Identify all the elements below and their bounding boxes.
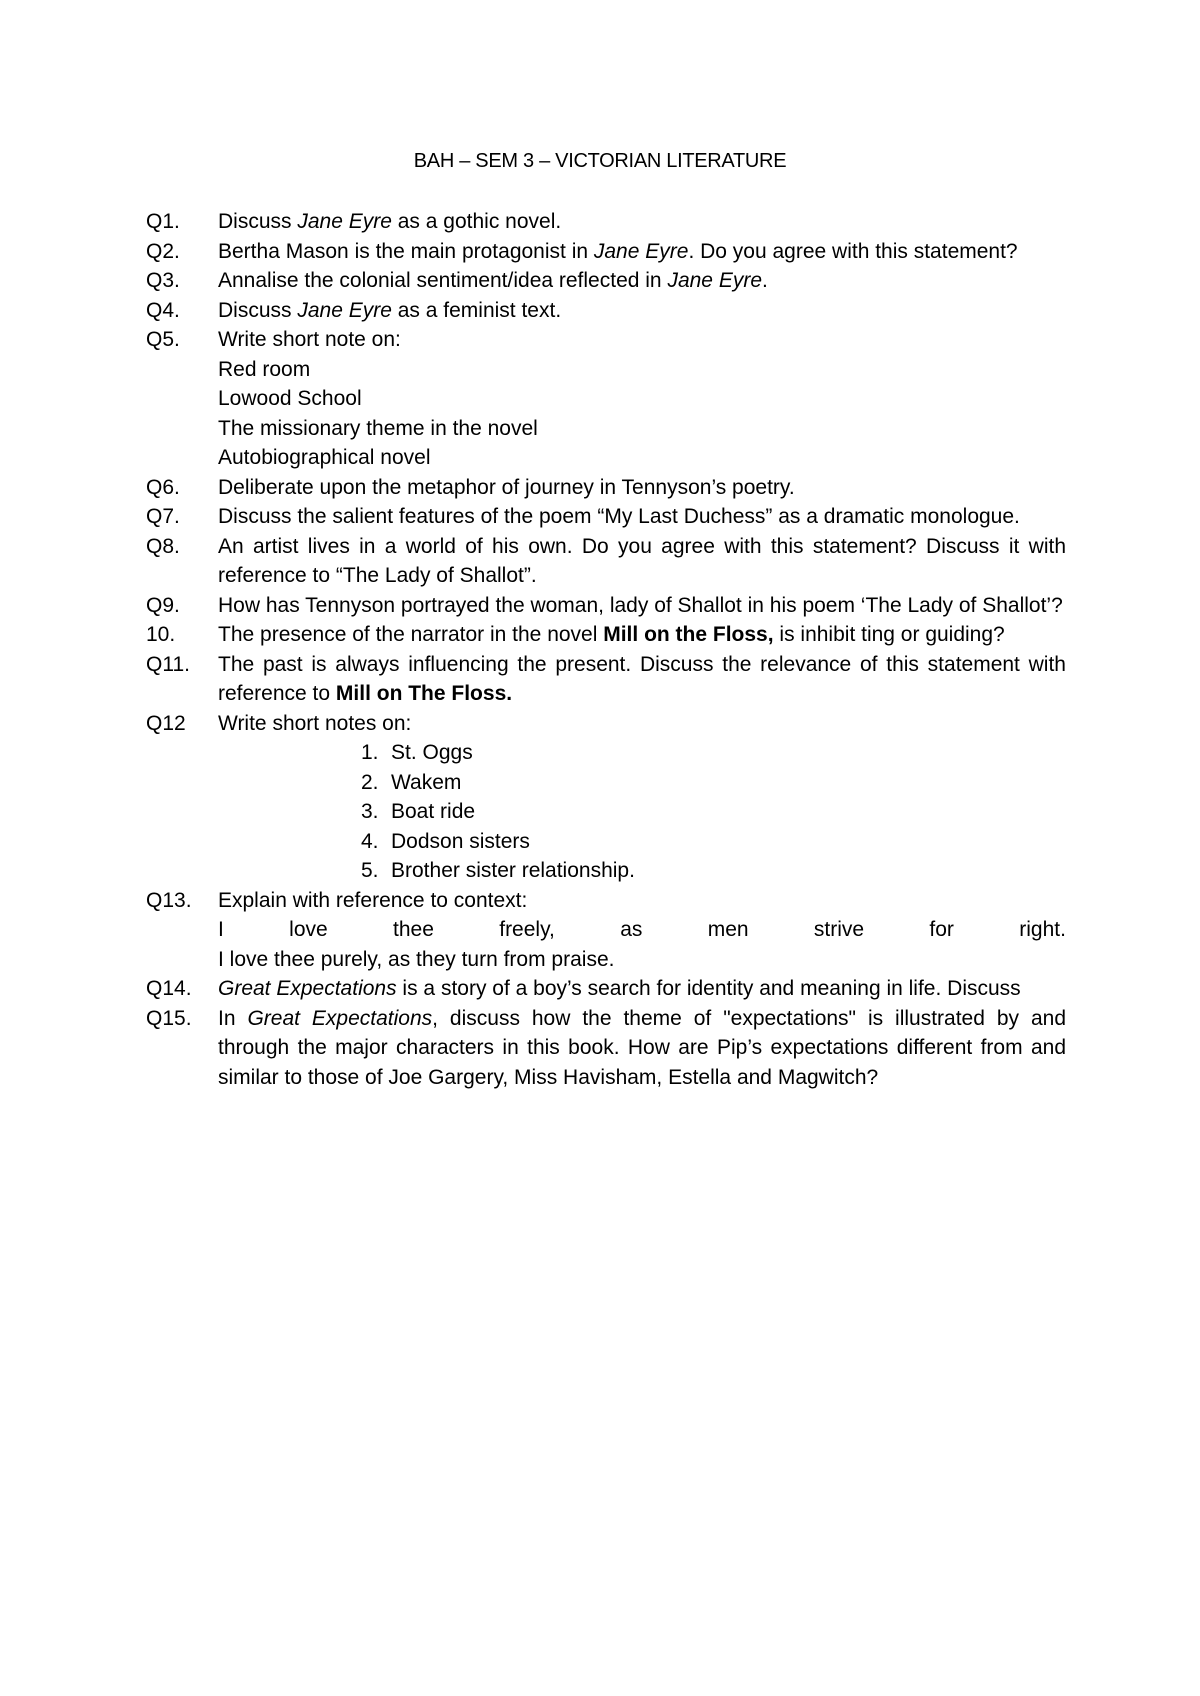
- question-text: [218, 237, 1066, 267]
- numbered-topic-item: [361, 768, 1066, 798]
- italic-title-text: Jane Eyre: [297, 210, 392, 233]
- poem-word: men: [707, 918, 749, 941]
- numbered-topic-item: [361, 856, 1066, 886]
- question-text-segment: The past is always influencing the present. Discuss the relevance of this statement with reference to: [218, 652, 1066, 705]
- italic-title-text: Jane Eyre: [593, 239, 689, 263]
- poem-word: freely,: [499, 918, 555, 941]
- question-text: [218, 266, 1066, 296]
- question-text-segment: Discuss: [218, 210, 298, 233]
- poem-quote-line: [146, 915, 1066, 945]
- question-item: [146, 974, 1066, 1004]
- question-text: [218, 1004, 1066, 1093]
- question-number: Q3.: [146, 269, 180, 292]
- question-text-segment: An artist lives in a world of his own. Do you agree with this statement? Discuss it with reference to “The Lady of Shallot”.: [218, 534, 1066, 587]
- question-text: [218, 620, 1066, 650]
- question-text: [218, 974, 1066, 1004]
- question-text-segment: Write short note on:: [218, 328, 401, 351]
- question-text-segment: is a story of a boy’s search for identity and meaning in life. Discuss: [396, 977, 1021, 1000]
- question-number: Q2.: [146, 239, 180, 263]
- topic-text: Brother sister relationship.: [391, 859, 635, 882]
- question-text-segment: as a gothic novel.: [391, 210, 562, 233]
- question-item: [146, 296, 1066, 326]
- poem-word: I: [218, 918, 224, 941]
- question-text-segment: as a feminist text.: [391, 298, 562, 322]
- question-item: [146, 473, 1066, 503]
- topic-text: Boat ride: [391, 800, 476, 823]
- question-text: [218, 532, 1066, 591]
- numbered-topic-item: [361, 797, 1066, 827]
- poem-word: for: [929, 918, 954, 941]
- question-item: [146, 237, 1066, 267]
- italic-title-text: Great Expectations: [218, 977, 397, 1000]
- question-item: [146, 502, 1066, 532]
- poem-word: right.: [1019, 918, 1066, 941]
- topic-text: St. Oggs: [391, 741, 473, 764]
- question-text: [218, 502, 1066, 532]
- question-item: [146, 650, 1066, 709]
- question-text-segment: Write short notes on:: [218, 711, 412, 735]
- question-text-segment: The presence of the narrator in the novel: [218, 623, 604, 646]
- question-text: [218, 473, 1066, 503]
- question-text-segment: Deliberate upon the metaphor of journey in Tennyson’s poetry.: [218, 475, 795, 499]
- question-text: [218, 207, 1066, 237]
- question-number: Q9.: [146, 593, 180, 617]
- question-text-segment: In: [218, 1006, 248, 1030]
- question-item: [146, 620, 1066, 650]
- italic-title-text: Jane Eyre: [667, 269, 763, 292]
- question-number: Q13.: [146, 888, 192, 912]
- question-text-segment: Discuss: [218, 298, 298, 322]
- poem-word: love: [289, 918, 328, 941]
- document-title: BAH – SEM 3 – VICTORIAN LITERATURE: [413, 150, 787, 172]
- question-text-segment: is inhibit ting or guiding?: [773, 623, 1005, 646]
- topic-number: 3.: [361, 800, 379, 823]
- question-text-segment: Annalise the colonial sentiment/idea reflected in: [218, 269, 668, 292]
- question-text-segment: How has Tennyson portrayed the woman, lady of Shallot in his poem ‘The Lady of Shallot’?: [218, 593, 1063, 617]
- topic-number: 1.: [361, 741, 379, 764]
- question-text-segment: Bertha Mason is the main protagonist in: [218, 239, 594, 263]
- question-number: Q7.: [146, 505, 180, 528]
- question-number: Q5.: [146, 328, 180, 351]
- numbered-topic-item: [361, 827, 1066, 857]
- numbered-topic-list: [146, 738, 1066, 886]
- question-item: [146, 886, 1066, 916]
- question-item: [146, 591, 1066, 621]
- numbered-topic-item: [361, 738, 1066, 768]
- question-number: Q12: [146, 711, 186, 735]
- topic-number: 5.: [361, 859, 379, 882]
- question-number: Q15.: [146, 1006, 192, 1030]
- question-item: [146, 325, 1066, 355]
- question-text-segment: . Do you agree with this statement?: [688, 239, 1018, 263]
- poem-word: thee: [393, 918, 434, 941]
- question-number: Q14.: [146, 977, 192, 1000]
- sub-topic-item: The missionary theme in the novel: [218, 416, 538, 440]
- poem-quote-line: I love thee purely, as they turn from praise.: [218, 947, 615, 971]
- question-text-segment: , discuss how the theme of "expectations" is illustrated by and through the major characters in this book. How are Pip’s expectations different from and similar to those of Joe Gargery, Miss Havisham, Estella and Magwitch?: [218, 1006, 1066, 1089]
- topic-text: Wakem: [391, 770, 462, 794]
- question-list: [146, 207, 1066, 1092]
- question-number: Q6.: [146, 475, 180, 499]
- topic-number: 4.: [361, 829, 379, 853]
- sub-topic-item: Red room: [218, 357, 311, 381]
- poem-word: as: [620, 918, 643, 941]
- question-item: [146, 207, 1066, 237]
- question-text: [218, 709, 1066, 739]
- question-text-segment: Explain with reference to context:: [218, 888, 528, 912]
- sub-topic-item: Lowood School: [218, 387, 362, 410]
- sub-topic-item: Autobiographical novel: [218, 446, 431, 469]
- topic-number: 2.: [361, 770, 379, 794]
- question-number: Q8.: [146, 534, 180, 558]
- question-text: [218, 591, 1066, 621]
- question-item: [146, 532, 1066, 591]
- bold-title-text: Mill on the Floss,: [603, 623, 774, 646]
- italic-title-text: Great Expectations: [247, 1006, 433, 1030]
- question-text-segment: .: [762, 269, 768, 292]
- topic-text: Dodson sisters: [391, 829, 530, 853]
- question-text: [218, 886, 1066, 916]
- question-number: Q1.: [146, 210, 180, 233]
- italic-title-text: Jane Eyre: [297, 298, 392, 322]
- question-number: Q4.: [146, 298, 180, 322]
- question-item: [146, 1004, 1066, 1093]
- question-text: [218, 325, 1066, 355]
- question-text: [218, 650, 1066, 709]
- question-text-segment: Discuss the salient features of the poem “My Last Duchess” as a dramatic monologue.: [218, 505, 1020, 528]
- question-item: [146, 709, 1066, 739]
- question-number: 10.: [146, 623, 176, 646]
- question-item: [146, 266, 1066, 296]
- poem-word: strive: [813, 918, 865, 941]
- bold-title-text: Mill on The Floss.: [335, 682, 513, 705]
- question-number: Q11.: [146, 652, 190, 676]
- question-text: [218, 296, 1066, 326]
